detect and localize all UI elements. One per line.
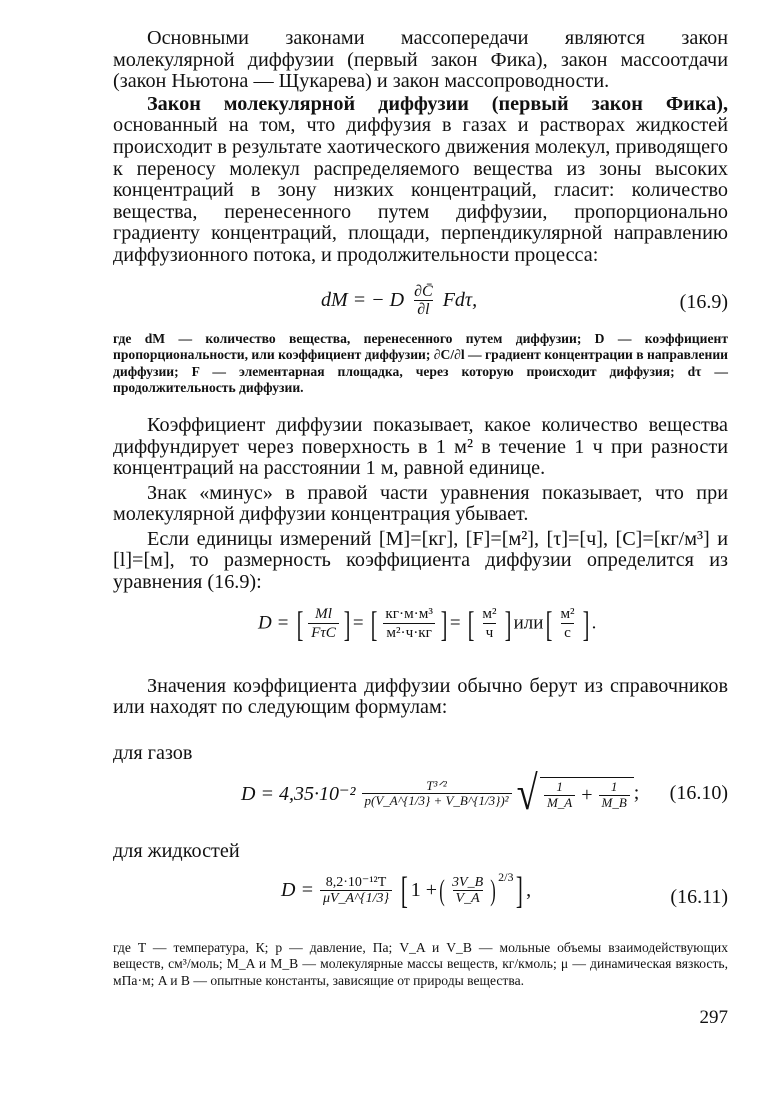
eq-units-f2-num: кг·м·м³ <box>385 605 433 623</box>
eq-16-11-number: (16.11) <box>670 885 728 908</box>
equation-16-9 <box>113 279 728 329</box>
equation-16-11: D = $\frac{\text{8,2·10⁻¹²T}}{\mu V\_A\^{}\{1/3\}}$ [ 1 + ( $\frac{3V\_B}{V\_A}$ ) $^{2/3}$ ] , (16.11) <box>281 869 728 912</box>
paragraph-fick-law <box>113 94 728 267</box>
paragraph-coefficient-meaning: Коэффициент диффузии показывает, какое количество вещества диффундирует через поверхность в 1 м² в течение 1 ч при разности концентраций на расстоянии 1 м, равной единице. <box>113 413 728 480</box>
eq-units-f2-den: м²·ч·кг <box>383 623 435 641</box>
eq-units-f4-den: с <box>561 623 574 641</box>
eq-units-f3-den: ч <box>483 623 497 641</box>
eq-16-9-frac-num: ∂C̄ <box>414 282 433 300</box>
eq-16-11-inner-den: V_A <box>453 890 483 907</box>
paragraph-intro: Основными законами массопередачи являются закон молекулярной диффузии (первый закон Фика), закон массоотдачи (закон Ньютона — Щукарева) и закон массопроводности. <box>113 27 728 93</box>
page-number: 297 <box>699 1007 728 1028</box>
eq-16-9-lhs: dM = − D <box>321 288 405 311</box>
eq-16-9-fraction <box>411 283 436 320</box>
eq-units-f2 <box>382 606 436 641</box>
eq-16-10-fraction <box>362 779 512 809</box>
eq-16-10-sb-den: M_B <box>599 795 630 811</box>
paragraph-values: Значения коэффициента диффузии обычно берут из справочников или находят по следующим формулам: <box>113 674 728 719</box>
eq-16-11-tail: , <box>526 879 532 902</box>
paragraph-units: Если единицы измерений [M]=[кг], [F]=[м²], [τ]=[ч], [C]=[кг/м³] и [l]=[м], то размерность коэффициента диффузии определится из уравнения (16.9): <box>113 527 728 594</box>
sqrt-icon: √ <box>516 766 538 820</box>
eq-16-9-frac-den: ∂l <box>414 300 432 319</box>
label-gases: для газов <box>113 741 193 764</box>
equation-units: D = [ $\frac{Ml}{\text{FτC}}$ ] = [ $\frac{\text{кг·м·м³}}{\text{м²·ч·кг}}$ ] = [ $\frac{\text{м²}}{ч}$ ] или[ $\frac{\text{м²}}{с}$ ] . <box>258 603 597 644</box>
label-liquids: для жидкостей <box>113 839 240 862</box>
eq-16-10-tail: ; <box>633 782 640 805</box>
eq-units-or: или <box>513 612 544 634</box>
note-16-9: где dM — количество вещества, перенесенного путем диффузии; D — коэффициент пропорциональности, или коэффициент диффузии; ∂C/∂l — градиент концентрации в направлении диффузии; F — элементарная площадка, через которую происходит диффузия; dτ — продолжительность диффузии. <box>113 330 728 396</box>
eq-16-11-frac-den: μV_A^{1/3} <box>320 890 392 907</box>
eq-16-10-frac-den: p(V_A^{1/3} + V_B^{1/3})² <box>362 793 512 809</box>
eq-units-f3 <box>479 606 499 641</box>
eq-16-11-inner: 1 + <box>410 879 438 902</box>
eq-units-f1 <box>308 606 339 641</box>
eq-16-10-sqrt <box>514 766 634 820</box>
eq-16-9-number: (16.9) <box>679 290 728 313</box>
eq-16-10-sb-num: 1 <box>610 779 618 795</box>
eq-units-f1-num: Ml <box>315 605 332 623</box>
fick-law-text: основанный на том, что диффузия в газах и растворах жидкостей происходит в результате хаотического движения молекул, приводящего к переносу молекул распределяемого вещества из зоны высоких концентраций в зону низких концентраций, гласит: количество вещества, перенесенного путем диффузии, пропорционально градиенту концентраций, площади, перпендикулярной направлению диффузионного потока, и продолжительности процесса: <box>113 114 728 266</box>
eq-16-10-plus: + <box>581 783 593 806</box>
equation-16-10 <box>113 766 728 826</box>
eq-units-f4-num: м² <box>560 605 575 623</box>
eq-16-11-frac-num: 8,2·10⁻¹²T <box>325 874 387 890</box>
eq-units-f1-den: FτC <box>308 623 339 641</box>
eq-16-11-inner-num: 3V_B <box>452 874 484 890</box>
eq-16-10-sa-num: 1 <box>556 779 563 795</box>
page-body <box>113 28 728 990</box>
fick-law-heading: Закон молекулярной диффузии (первый закон Фика), <box>147 92 728 115</box>
eq-units-f3-num: м² <box>482 605 497 623</box>
eq-16-10-frac-num: T³ᐟ² <box>426 777 447 793</box>
eq-16-9-rhs: Fdτ, <box>442 288 478 311</box>
eq-16-11-fraction <box>320 875 392 907</box>
eq-16-11-lhs: D = <box>281 879 314 902</box>
eq-units-f4 <box>557 606 577 641</box>
eq-16-10-sa-den: M_A <box>544 795 575 811</box>
note-16-11: где T — температура, К; p — давление, Па; V_A и V_B — мольные объемы взаимодействующих веществ, см³/моль; M_A и M_B — молекулярные массы веществ, кг/кмоль; μ — динамическая вязкость, мПа·м; A и B — опытные константы, зависящие от природы вещества. <box>113 939 728 989</box>
eq-units-lhs: D = <box>258 612 290 634</box>
eq-16-10-number: (16.10) <box>669 781 728 804</box>
paragraph-minus-sign: Знак «минус» в правой части уравнения показывает, что при молекулярной диффузии концентрация убывает. <box>113 481 728 526</box>
eq-16-10-lhs: D = 4,35·10⁻² <box>241 783 356 806</box>
